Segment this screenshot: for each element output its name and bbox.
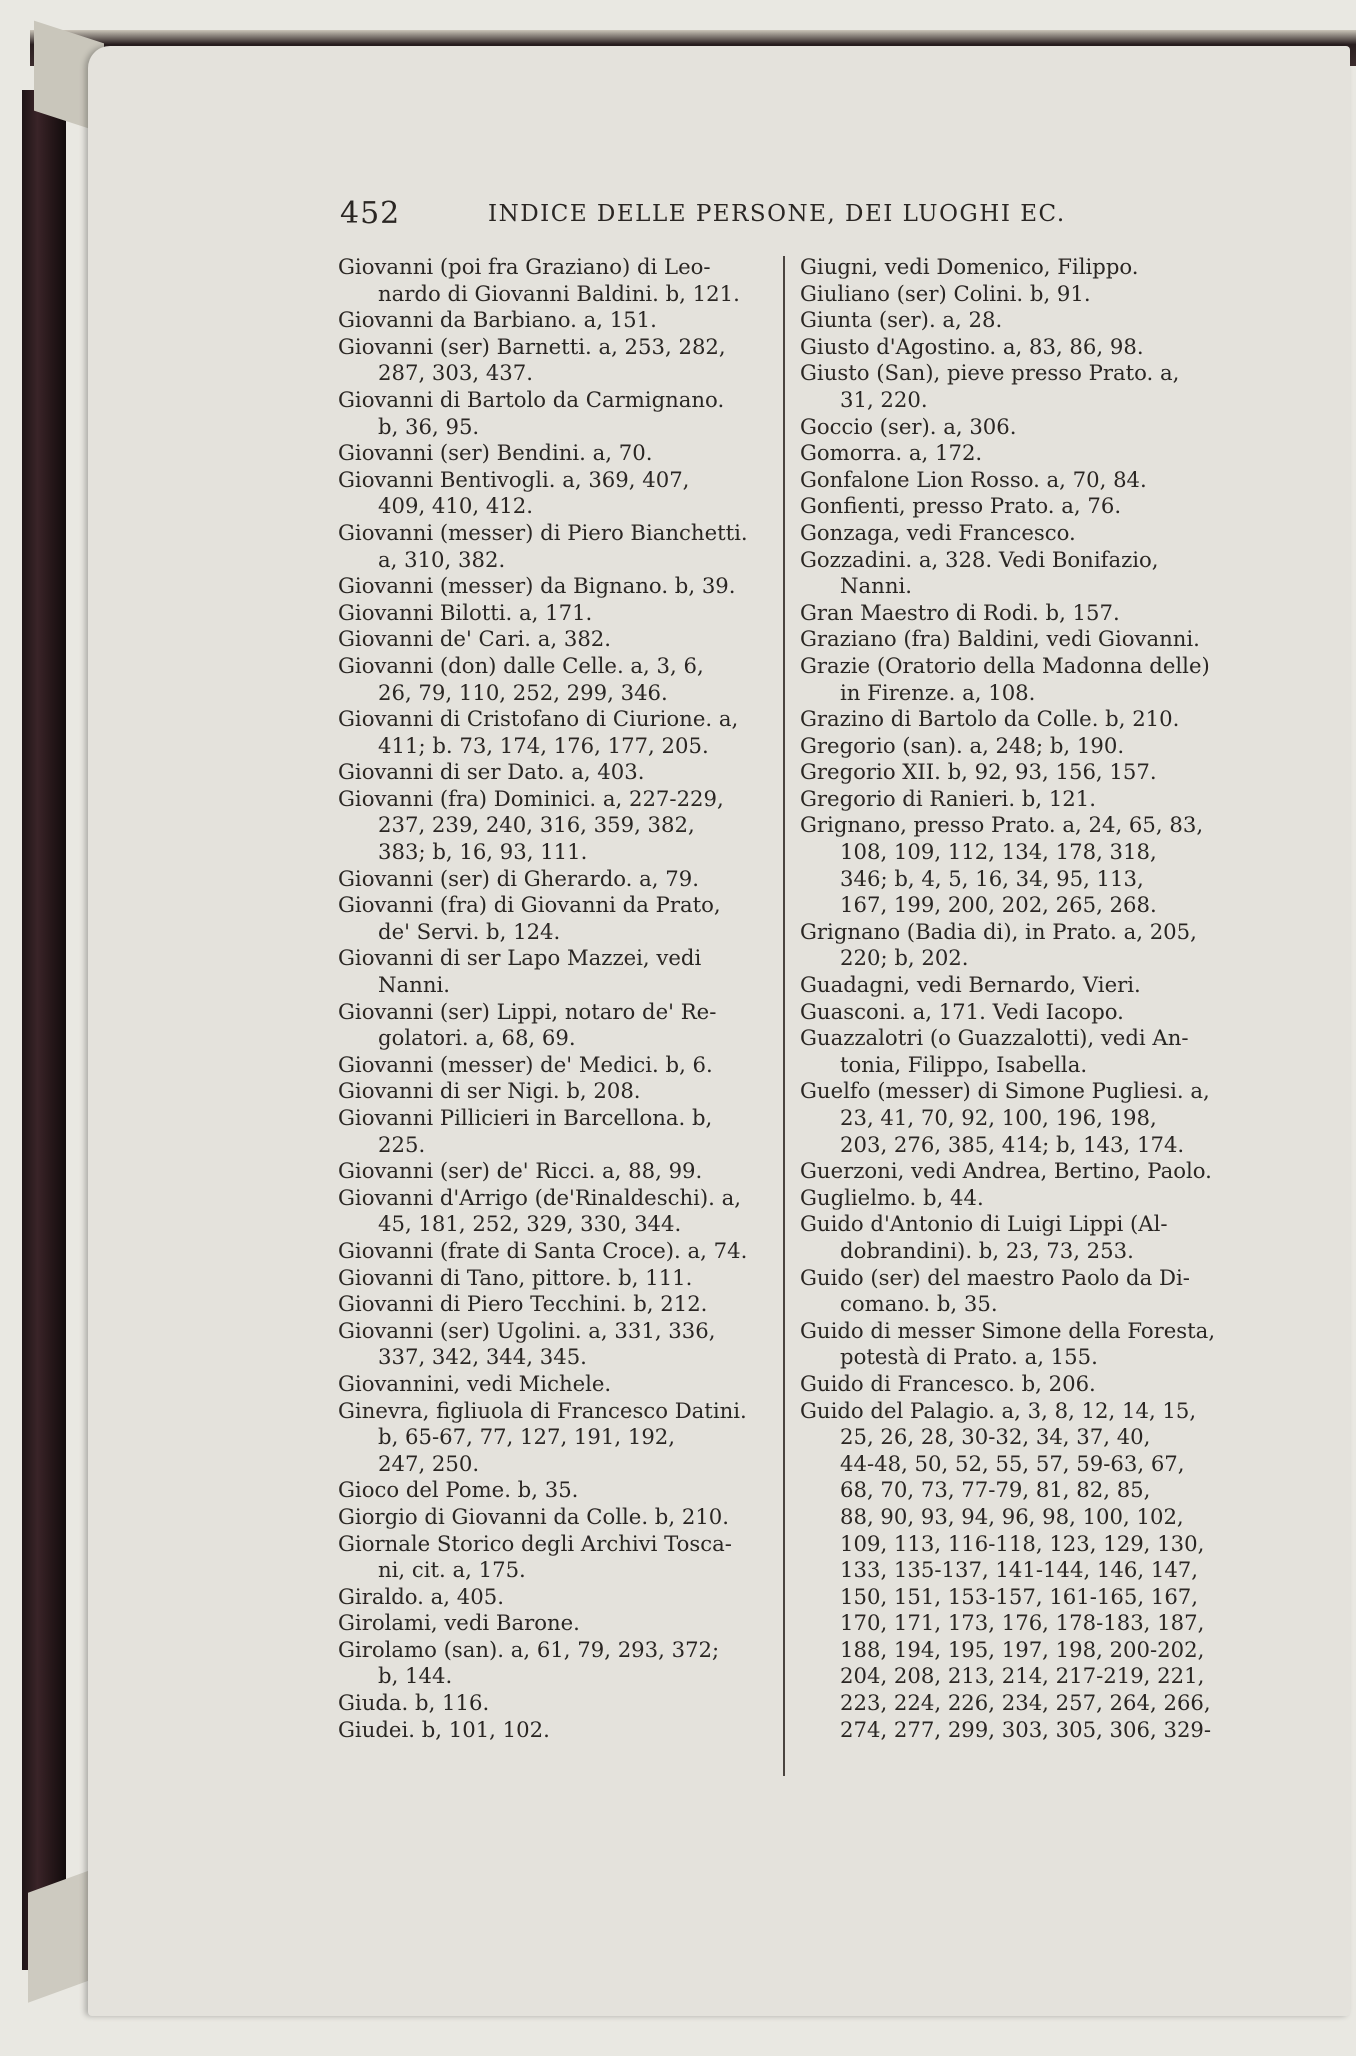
index-entry: Guelfo (messer) di Simone Pugliesi. a, — [800, 1078, 1210, 1104]
index-entry-continuation: 26, 79, 110, 252, 299, 346. — [378, 679, 668, 705]
index-entry: Gregorio di Ranieri. b, 121. — [800, 785, 1096, 811]
index-entry: Giovanni da Barbiano. a, 151. — [338, 307, 657, 333]
index-entry-continuation: Nanni. — [840, 573, 912, 599]
index-entry: Guadagni, vedi Bernardo, Vieri. — [800, 972, 1141, 998]
index-entry-continuation: 411; b. 73, 174, 176, 177, 205. — [378, 732, 709, 758]
running-title: INDICE DELLE PERSONE, DEI LUOGHI EC. — [488, 201, 1066, 227]
index-entry-continuation: ni, cit. a, 175. — [378, 1557, 526, 1583]
index-entry-continuation: b, 36, 95. — [378, 413, 480, 439]
index-entry-continuation: 188, 194, 195, 197, 198, 200-202, — [840, 1636, 1205, 1662]
index-entry: Giusto d'Agostino. a, 83, 86, 98. — [800, 333, 1144, 359]
index-entry-continuation: 337, 342, 344, 345. — [378, 1344, 587, 1370]
index-entry-continuation: tonia, Filippo, Isabella. — [840, 1051, 1088, 1077]
index-entry: Giovannini, vedi Michele. — [338, 1370, 612, 1396]
index-entry-continuation: 45, 181, 252, 329, 330, 344. — [378, 1211, 682, 1237]
index-column-right — [800, 254, 1230, 1743]
index-entry: Guido di messer Simone della Foresta, — [800, 1317, 1216, 1343]
index-entry: Grignano, presso Prato. a, 24, 65, 83, — [800, 812, 1204, 838]
index-entry-continuation: 237, 239, 240, 316, 359, 382, — [378, 812, 695, 838]
index-entry-continuation: 203, 276, 385, 414; b, 143, 174. — [840, 1131, 1185, 1157]
index-entry-continuation: in Firenze. a, 108. — [840, 679, 1036, 705]
index-entry-continuation: 108, 109, 112, 134, 178, 318, — [840, 839, 1157, 865]
index-entry: Gozzadini. a, 328. Vedi Bonifazio, — [800, 546, 1159, 572]
index-entry: Giovanni (ser) Barnetti. a, 253, 282, — [338, 333, 726, 359]
index-entry: Guglielmo. b, 44. — [800, 1184, 984, 1210]
index-entry: Giovanni (ser) de' Ricci. a, 88, 99. — [338, 1158, 703, 1184]
index-entry-continuation: 133, 135-137, 141-144, 146, 147, — [840, 1557, 1199, 1583]
index-entry: Grazie (Oratorio della Madonna delle) — [800, 652, 1210, 678]
page-number: 452 — [340, 196, 401, 231]
index-entry-continuation: a, 310, 382. — [378, 546, 506, 572]
index-entry: Gonfienti, presso Prato. a, 76. — [800, 493, 1122, 519]
index-entry: Ginevra, figliuola di Francesco Datini. — [338, 1397, 747, 1423]
column-divider — [783, 256, 785, 1776]
index-entry-continuation: 109, 113, 116-118, 123, 129, 130, — [840, 1530, 1205, 1556]
index-entry: Giovanni di Tano, pittore. b, 111. — [338, 1264, 693, 1290]
index-entry: Guasconi. a, 171. Vedi Iacopo. — [800, 998, 1124, 1024]
index-entry-continuation: 170, 171, 173, 176, 178-183, 187, — [840, 1610, 1205, 1636]
index-entry: Gioco del Pome. b, 35. — [338, 1477, 579, 1503]
index-entry-continuation: de' Servi. b, 124. — [378, 918, 561, 944]
index-entry: Giovanni (poi fra Graziano) di Leo- — [338, 254, 711, 279]
index-entry-continuation: 44-48, 50, 52, 55, 57, 59-63, 67, — [840, 1450, 1185, 1476]
index-entry: Girolamo (san). a, 61, 79, 293, 372; — [338, 1636, 720, 1662]
index-entry: Graziano (fra) Baldini, vedi Giovanni. — [800, 626, 1200, 652]
index-entry: Giovanni di Piero Tecchini. b, 212. — [338, 1291, 708, 1317]
index-entry: Guido (ser) del maestro Paolo da Di- — [800, 1264, 1190, 1290]
index-entry-continuation: comano. b, 35. — [840, 1291, 998, 1317]
index-entry-continuation: 88, 90, 93, 94, 96, 98, 100, 102, — [840, 1503, 1184, 1529]
index-entry: Gonfalone Lion Rosso. a, 70, 84. — [800, 466, 1147, 492]
index-entry: Giovanni de' Cari. a, 382. — [338, 626, 612, 652]
index-entry-continuation: 287, 303, 437. — [378, 360, 533, 386]
page-header — [340, 196, 1100, 236]
index-entry-continuation: 225. — [378, 1131, 426, 1157]
index-entry: Grazino di Bartolo da Colle. b, 210. — [800, 706, 1180, 732]
index-entry: Giovanni di Cristofano di Ciurione. a, — [338, 706, 739, 732]
index-entry-continuation: 31, 220. — [840, 386, 928, 412]
index-entry-continuation: 383; b, 16, 93, 111. — [378, 839, 588, 865]
index-entry-continuation: 346; b, 4, 5, 16, 34, 95, 113, — [840, 865, 1144, 891]
index-entry-continuation: 247, 250. — [378, 1450, 480, 1476]
index-entry: Gomorra. a, 172. — [800, 440, 983, 466]
index-entry: Giuda. b, 116. — [338, 1690, 490, 1716]
index-entry: Girolami, vedi Barone. — [338, 1610, 580, 1636]
index-entry-continuation: 223, 224, 226, 234, 257, 264, 266, — [840, 1690, 1211, 1716]
index-entry: Goccio (ser). a, 306. — [800, 413, 1017, 439]
index-entry: Giunta (ser). a, 28. — [800, 307, 1003, 333]
book-spine — [22, 90, 66, 1970]
index-entry: Giovanni di ser Nigi. b, 208. — [338, 1078, 641, 1104]
index-entry: Giovanni di ser Lapo Mazzei, vedi — [338, 945, 702, 971]
index-entry-continuation: b, 65-67, 77, 127, 191, 192, — [378, 1424, 676, 1450]
index-entry-continuation: Nanni. — [378, 972, 450, 998]
index-entry: Giovanni d'Arrigo (de'Rinaldeschi). a, — [338, 1184, 741, 1210]
index-entry: Guazzalotri (o Guazzalotti), vedi An- — [800, 1025, 1189, 1051]
index-entry-continuation: nardo di Giovanni Baldini. b, 121. — [378, 280, 740, 306]
index-entry: Guido di Francesco. b, 206. — [800, 1370, 1096, 1396]
index-entry: Giovanni di Bartolo da Carmignano. — [338, 386, 725, 412]
index-entry: Gregorio (san). a, 248; b, 190. — [800, 732, 1125, 758]
index-entry: Giovanni (frate di Santa Croce). a, 74. — [338, 1237, 748, 1263]
index-entry: Giudei. b, 101, 102. — [338, 1716, 550, 1742]
index-entry: Giovanni di ser Dato. a, 403. — [338, 759, 645, 785]
index-entry: Gregorio XII. b, 92, 93, 156, 157. — [800, 759, 1157, 785]
index-entry-continuation: 68, 70, 73, 77-79, 81, 82, 85, — [840, 1477, 1151, 1503]
index-entry: Giusto (San), pieve presso Prato. a, — [800, 360, 1180, 386]
index-column-left — [338, 254, 770, 1743]
index-entry-continuation: potestà di Prato. a, 155. — [840, 1344, 1098, 1370]
index-entry: Giovanni (messer) de' Medici. b, 6. — [338, 1051, 713, 1077]
index-entry-continuation: 150, 151, 153-157, 161-165, 167, — [840, 1583, 1199, 1609]
index-entry: Giovanni (ser) di Gherardo. a, 79. — [338, 865, 699, 891]
index-entry: Giovanni (messer) da Bignano. b, 39. — [338, 573, 736, 599]
index-entry: Guerzoni, vedi Andrea, Bertino, Paolo. — [800, 1158, 1212, 1184]
index-entry: Giovanni (fra) di Giovanni da Prato, — [338, 892, 721, 918]
index-entry-continuation: b, 144. — [378, 1663, 453, 1689]
index-entry-continuation: 220; b, 202. — [840, 945, 969, 971]
index-entry: Giovanni (fra) Dominici. a, 227-229, — [338, 785, 724, 811]
index-entry: Grignano (Badia di), in Prato. a, 205, — [800, 918, 1197, 944]
index-entry: Giugni, vedi Domenico, Filippo. — [800, 254, 1139, 279]
index-entry: Giovanni (ser) Ugolini. a, 331, 336, — [338, 1317, 716, 1343]
index-entry: Giuliano (ser) Colini. b, 91. — [800, 280, 1091, 306]
index-entry-continuation: 409, 410, 412. — [378, 493, 533, 519]
index-entry-continuation: 204, 208, 213, 214, 217-219, 221, — [840, 1663, 1205, 1689]
index-entry-continuation: dobrandini). b, 23, 73, 253. — [840, 1237, 1134, 1263]
index-entry: Giovanni (ser) Bendini. a, 70. — [338, 440, 653, 466]
index-entry: Guido del Palagio. a, 3, 8, 12, 14, 15, — [800, 1397, 1197, 1423]
index-entry: Giorgio di Giovanni da Colle. b, 210. — [338, 1503, 730, 1529]
index-entry: Gonzaga, vedi Francesco. — [800, 519, 1076, 545]
index-entry-continuation: golatori. a, 68, 69. — [378, 1025, 576, 1051]
index-entry: Giovanni (don) dalle Celle. a, 3, 6, — [338, 652, 704, 678]
index-entry: Guido d'Antonio di Luigi Lippi (Al- — [800, 1211, 1168, 1237]
index-entry-continuation: 25, 26, 28, 30-32, 34, 37, 40, — [840, 1424, 1151, 1450]
index-entry: Giornale Storico degli Archivi Tosca- — [338, 1530, 732, 1556]
index-entry: Giraldo. a, 405. — [338, 1583, 504, 1609]
index-entry: Giovanni Bilotti. a, 171. — [338, 599, 593, 625]
index-entry-continuation: 274, 277, 299, 303, 305, 306, 329- — [840, 1716, 1212, 1742]
index-entry: Giovanni Bentivogli. a, 369, 407, — [338, 466, 690, 492]
index-entry: Giovanni (ser) Lippi, notaro de' Re- — [338, 998, 717, 1024]
index-entry: Giovanni Pillicieri in Barcellona. b, — [338, 1105, 713, 1130]
index-entry: Giovanni (messer) di Piero Bianchetti. — [338, 519, 748, 545]
index-entry: Gran Maestro di Rodi. b, 157. — [800, 599, 1120, 625]
index-entry-continuation: 167, 199, 200, 202, 265, 268. — [840, 892, 1157, 918]
index-entry-continuation: 23, 41, 70, 92, 100, 196, 198, — [840, 1105, 1157, 1130]
